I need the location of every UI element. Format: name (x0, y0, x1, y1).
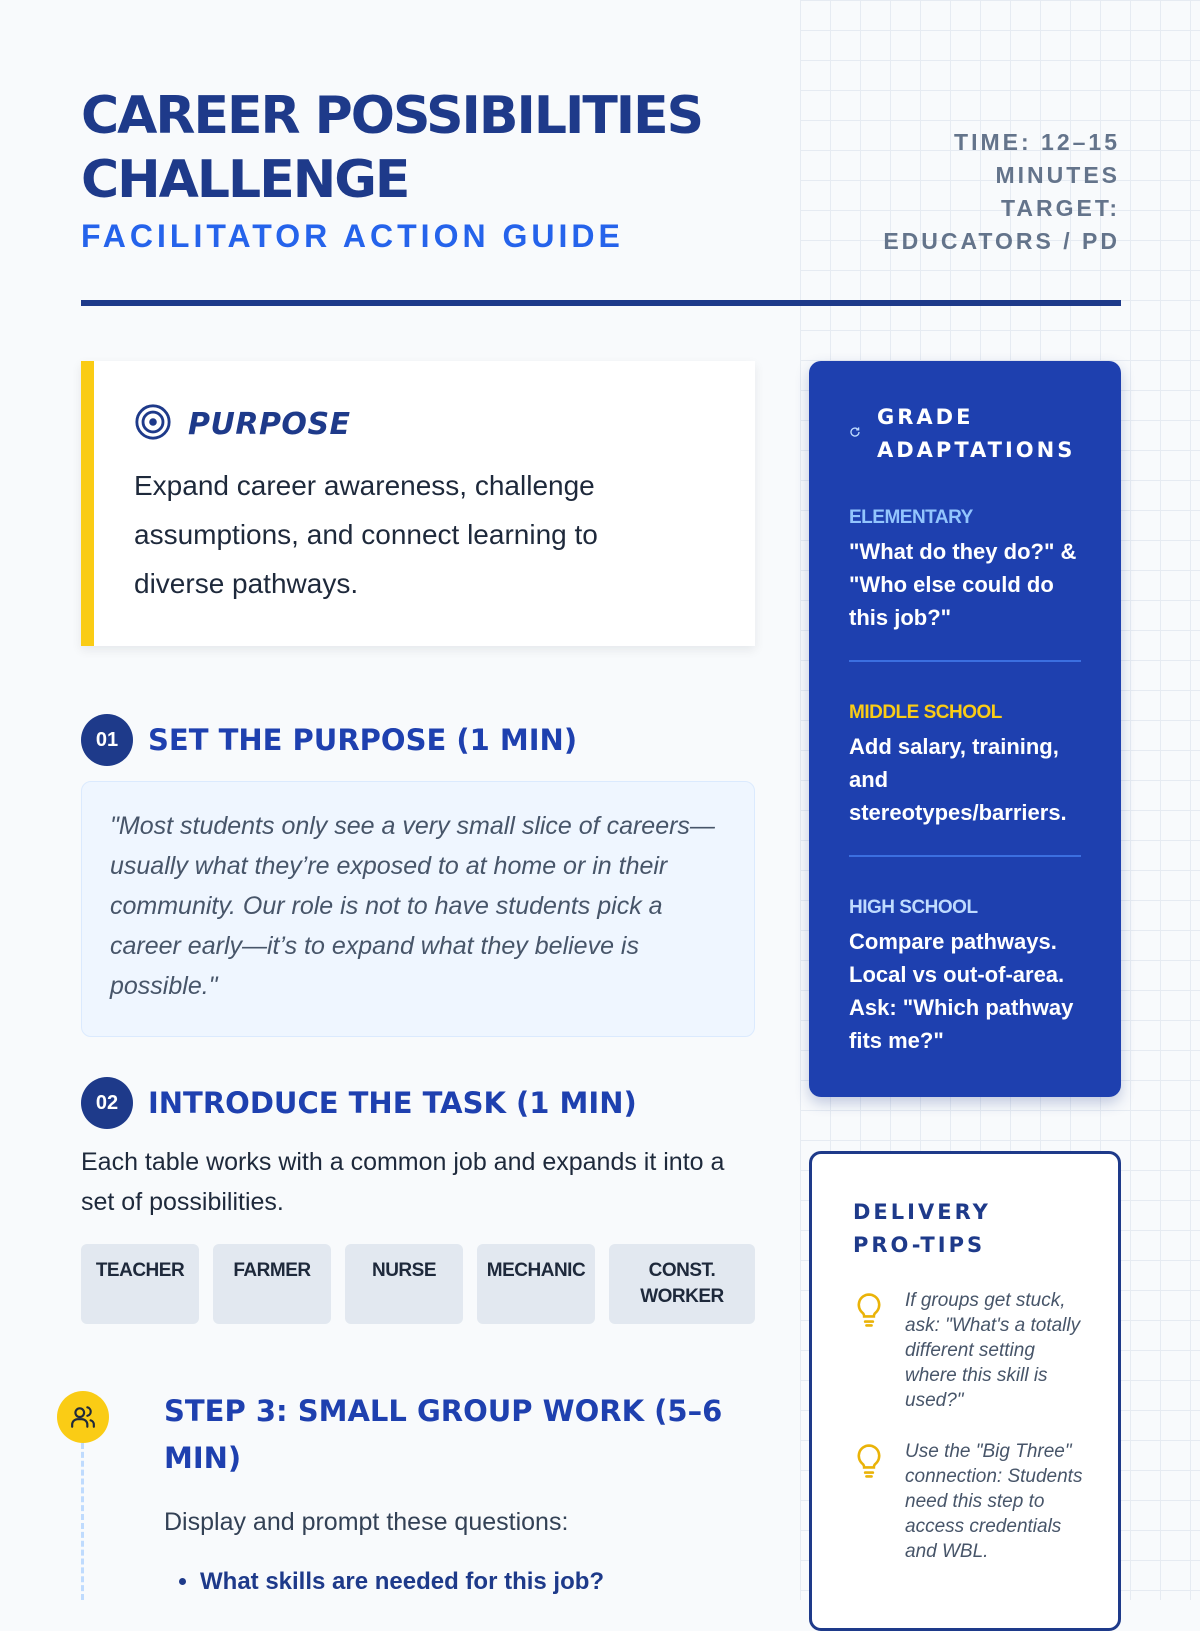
meta-info (880, 126, 1120, 258)
step-2-number: 02 (81, 1077, 133, 1129)
step-1-number: 01 (81, 714, 133, 766)
step-2-text: Each table works with a common job and expands it into a set of possibilities. (81, 1148, 725, 1216)
delivery-tips-title: DELIVERY PRO-TIPS (853, 1200, 991, 1257)
grade-level-middle-school (849, 702, 1081, 829)
step-2-title: INTRODUCE THE TASK (1 MIN) (148, 1086, 637, 1120)
grade-level-label: ELEMENTARY (849, 507, 973, 528)
question-item: • What skills are needed for this job? (200, 1568, 604, 1596)
purpose-text: Expand career awareness, challenge assumptions, and connect learning to diverse pathways. (134, 470, 598, 599)
title-line-1: CAREER POSSIBILITIES (81, 86, 703, 146)
time-label: TIME: 12–15 MINUTES (954, 129, 1120, 188)
target-icon (134, 403, 172, 446)
grade-adaptations-header (849, 401, 1075, 467)
step-1-title: SET THE PURPOSE (1 MIN) (148, 723, 578, 757)
step-3-title: STEP 3: SMALL GROUP WORK (5–6 MIN) (164, 1394, 723, 1475)
job-chip-construction-worker: CONST. WORKER (609, 1244, 755, 1324)
grade-adaptations-card (809, 361, 1121, 1097)
lightbulb-icon (853, 1439, 885, 1564)
header-divider (81, 300, 1121, 306)
tip-item (853, 1439, 1083, 1564)
step-1-quote-box (81, 781, 755, 1037)
grade-level-text: Add salary, training, and stereotypes/barriers. (849, 734, 1067, 825)
grade-level-text: "What do they do?" & "Who else could do this job?" (849, 539, 1077, 630)
grade-level-label: MIDDLE SCHOOL (849, 702, 1002, 723)
users-icon (57, 1391, 109, 1443)
target-label: TARGET: EDUCATORS / PD (883, 195, 1120, 254)
lightbulb-icon (853, 1288, 885, 1413)
job-chip-farmer: FARMER (213, 1244, 331, 1324)
step-2-header (81, 1077, 637, 1129)
grade-level-text: Compare pathways. Local vs out-of-area. Ask: "Which pathway fits me?" (849, 929, 1074, 1053)
job-chip-nurse: NURSE (345, 1244, 463, 1324)
grade-level-elementary (849, 507, 1081, 634)
purpose-label: PURPOSE (188, 407, 351, 442)
job-chip-teacher: TEACHER (81, 1244, 199, 1324)
grade-divider (849, 660, 1081, 662)
grade-level-high-school (849, 897, 1081, 1057)
grade-adaptations-title: GRADE ADAPTATIONS (877, 405, 1076, 462)
step-1-header (81, 714, 577, 766)
grade-divider (849, 855, 1081, 857)
grade-level-label: HIGH SCHOOL (849, 897, 978, 918)
page-title (81, 84, 781, 212)
job-chips (81, 1244, 755, 1324)
job-chip-mechanic: MECHANIC (477, 1244, 595, 1324)
page-subtitle: FACILITATOR ACTION GUIDE (81, 218, 624, 254)
title-line-2: CHALLENGE (81, 150, 409, 210)
tip-item (853, 1288, 1083, 1413)
step-1-quote: "Most students only see a very small slice of careers—usually what they’re exposed to at home or in their community. Our role is not to have students pick a career early—it’s to expand what they believe is possible." (110, 812, 715, 1000)
tip-text: If groups get stuck, ask: "What's a totally different setting where this skill is used?" (905, 1290, 1081, 1411)
tip-text: Use the "Big Three" connection: Students need this step to access credentials and WBL. (905, 1441, 1083, 1562)
cycle-icon (849, 425, 877, 443)
delivery-tips-card (809, 1151, 1121, 1631)
timeline-line (81, 1443, 84, 1600)
purpose-header (134, 403, 351, 446)
step-3-text: Display and prompt these questions: (164, 1508, 569, 1536)
purpose-card (81, 361, 755, 646)
step-3-questions (164, 1568, 604, 1596)
